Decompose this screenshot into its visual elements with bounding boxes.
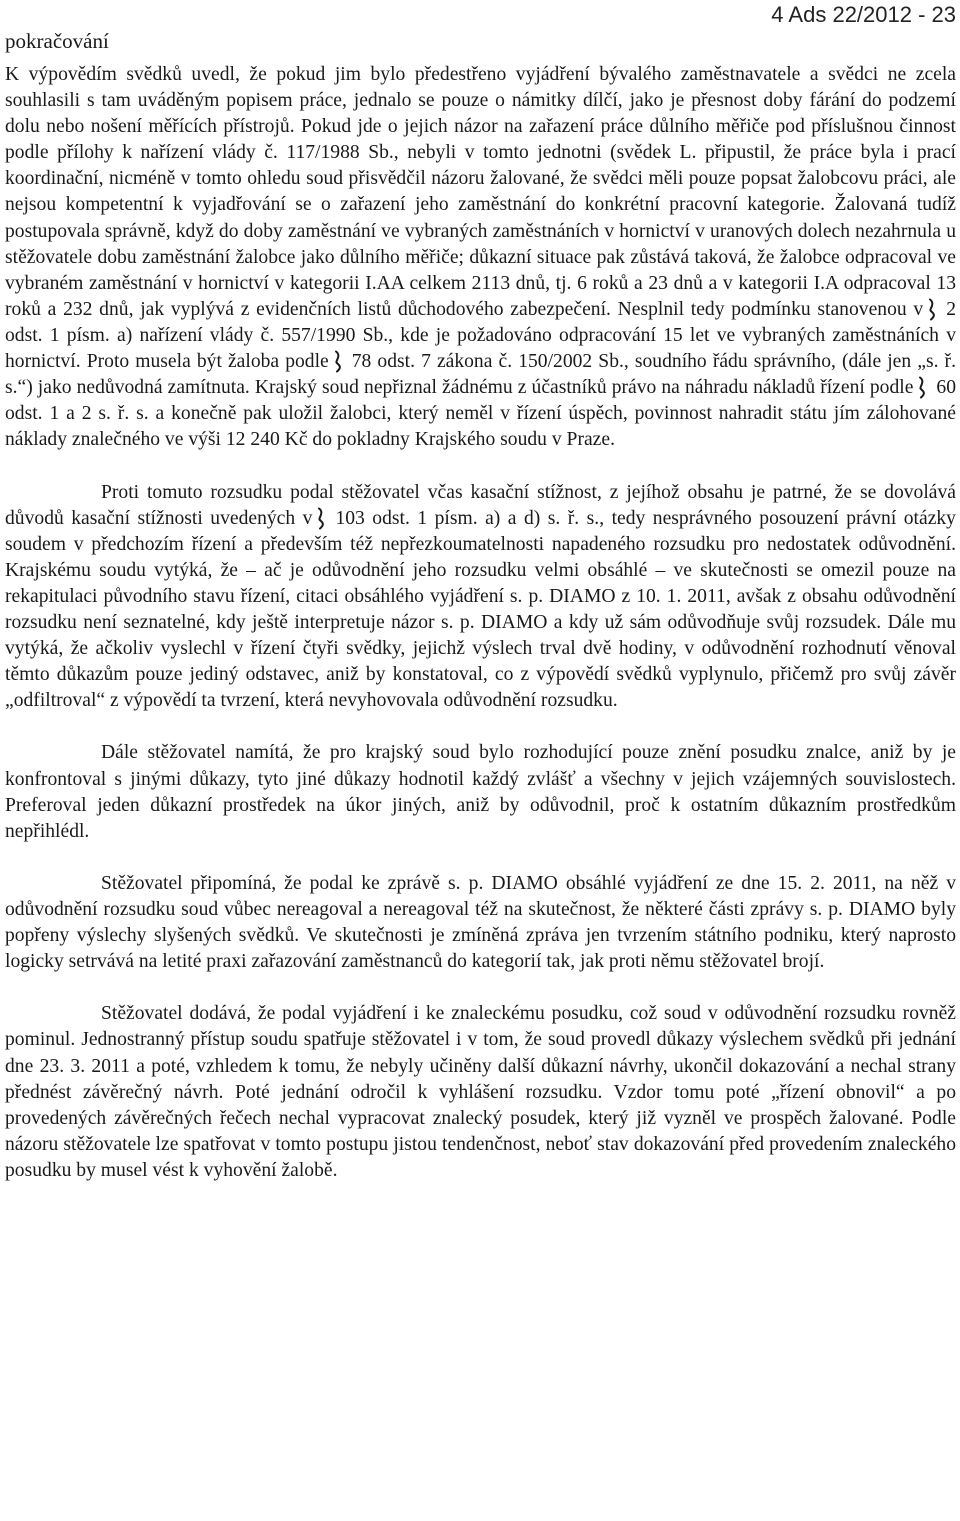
section-sign-icon xyxy=(927,297,939,321)
section-sign-icon xyxy=(316,506,328,530)
text-run: Proti tomuto rozsudku podal stěžovatel včas kasační stížnost, z jejíhož obsahu je patrné, že se dovolává důvodů kasační stížnosti uvedených v xyxy=(5,481,956,529)
section-sign-icon xyxy=(917,375,929,399)
text-run: 60 odst. 1 a 2 s. ř. s. a konečně pak uložil žalobci, který neměl v řízení úspěch, povinnost nahradit státu jím zálohované náklady znalečného ve výši 12 240 Kč do pokladny Krajského soudu v Praze. xyxy=(5,377,956,451)
paragraph-procedure-objection xyxy=(5,1001,956,1184)
page-header xyxy=(5,0,956,62)
continuation-label: pokračování xyxy=(5,29,109,53)
text-run: Dále stěžovatel namítá, že pro krajský soud bylo rozhodující pouze znění posudku znalce, aniž by je konfrontoval s jinými důkazy, tyto jiné důkazy hodnotil každý zvlášť a všechny v jejich vzájemných souvislostech. Preferoval jeden důkazní prostředek na úkor jiných, aniž by odůvodnil, proč k ostatním důkazním prostředkům nepřihlédl. xyxy=(5,742,956,842)
paragraph-cassation-complaint xyxy=(5,480,956,715)
paragraph-diamo-report xyxy=(5,871,956,975)
text-run: K výpovědím svědků uvedl, že pokud jim bylo předestřeno vyjádření bývalého zaměstnavatele a svědci ne zcela souhlasili s tam uváděným popisem práce, jednalo se pouze o námitky dílčí, jako je přesnost doby fárání do podzemí dolu nebo nošení měřících přístrojů. Pokud jde o jejich názor na zařazení práce důlního měřiče pod příslušnou činnost podle přílohy k nařízení vlády č. 117/1988 Sb., nebyli v tomto jednotni (svědek L. připustil, že práce byla i prací koordinační, nicméně v tomto ohledu soud přisvědčil názoru žalované, že svědci měli pouze popsat žalobcovu práci, ale nejsou kompetentní k vyjadřování se o zařazení jeho zaměstnání do konkrétní pracovní kategorie. Žalovaná tudíž postupovala správně, když do doby zaměstnání ve vybraných zaměstnáních v hornictví v uranových dolech nezahrnula u stěžovatele dobu zaměstnání žalobce jako důlního měřiče; důkazní situace pak zůstává taková, že žalobce odpracoval ve vybraném zaměstnání v hornictví v kategorii I.AA celkem 2113 dnů, tj. 6 roků a 23 dnů a v kategorii I.A odpracoval 13 roků a 232 dnů, jak vyplývá z evidenčních listů důchodového zabezpečení. Nesplnil tedy podmínku stanovenou v xyxy=(5,64,956,320)
text-run: 2 odst. 1 písm. a) nařízení vlády č. 557/1990 Sb., kde je požadováno odpracování 15 let ve vybraných zaměstnáních v hornictví. Proto musela být žaloba podle xyxy=(5,298,956,373)
case-number: 4 Ads 22/2012 - 23 xyxy=(771,2,956,27)
document-page xyxy=(5,0,956,1184)
section-sign-icon xyxy=(333,349,345,373)
paragraph-witness-statements xyxy=(5,62,956,453)
text-run: Stěžovatel připomíná, že podal ke zprávě s. p. DIAMO obsáhlé vyjádření ze dne 15. 2. 2011, na něž v odůvodnění rozsudku soud vůbec nereagoval a nereagoval též na skutečnost, že některé části zprávy s. p. DIAMO byly popřeny výslechy slyšených svědků. Ve skutečnosti je zmíněná zpráva jen tvrzením státního podniku, který naprosto logicky setrvává na letité praxi zařazování zaměstnanců do kategorií tak, jak proti němu stěžovatel brojí. xyxy=(5,872,956,973)
paragraph-expert-opinion xyxy=(5,740,956,844)
text-run: 78 odst. 7 zákona č. 150/2002 Sb., soudního řádu správního, (dále jen „s. ř. s.“) jako nedůvodná zamítnuta. Krajský soud nepřiznal žádnému z účastníků právo na náhradu nákladů řízení podle xyxy=(5,351,956,399)
text-run: 103 odst. 1 písm. a) a d) s. ř. s., tedy nesprávného posouzení právní otázky soudem v předchozím řízení a především též nepřezkoumatelnosti napadeného rozsudku pro nedostatek odůvodnění. Krajskému soudu vytýká, že – ač je odůvodnění jeho rozsudku velmi obsáhlé – ve skutečnosti se omezil pouze na rekapitulaci původního stavu řízení, citaci obsáhlého vyjádření s. p. DIAMO z 10. 1. 2011, avšak z obsahu odůvodnění rozsudku není seznatelné, kdy ještě interpretuje názor s. p. DIAMO a kdy už sám odůvodňuje svůj rozsudek. Dále mu vytýká, že ačkoliv vyslechl v řízení čtyři svědky, jejichž výslech trval dvě hodiny, v odůvodnění rozhodnutí věnoval těmto důkazům pouze jediný odstavec, aniž by konstatoval, co z výpovědí svědků vyplynulo, přičemž pro svůj závěr „odfiltroval“ z výpovědí ta tvrzení, která nevyhovovala odůvodnění rozsudku. xyxy=(5,507,956,712)
text-run: Stěžovatel dodává, že podal vyjádření i ke znaleckému posudku, což soud v odůvodnění rozsudku rovněž pominul. Jednostranný přístup soudu spatřuje stěžovatel i v tom, že soud provedl důkazy výslechem svědků při jednání dne 23. 3. 2011 a poté, vzhledem k tomu, že nebyly učiněny další důkazní návrhy, ukončil dokazování a nechal strany přednést závěrečný návrh. Poté jednání odročil k vyhlášení rozsudku. Vzdor tomu poté „řízení obnovil“ a po provedených závěrečných řečech nechal vypracovat znalecký posudek, který již vyzněl ve prospěch žalované. Podle názoru stěžovatele lze spatřovat v tomto postupu jistou tendenčnost, neboť stav dokazování před provedením znaleckého posudku by musel vést k vyhovění žalobě. xyxy=(5,1003,956,1181)
